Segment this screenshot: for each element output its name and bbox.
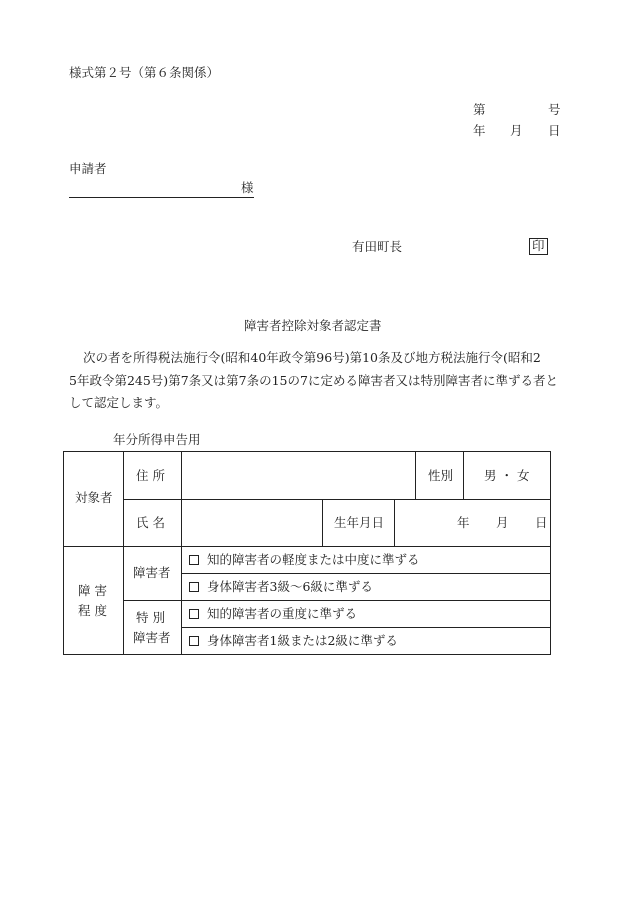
year-usage-label: 年分所得申告用: [113, 432, 201, 447]
body-line-3: して認定します。: [69, 395, 169, 410]
checkbox-physical-grade-3-6[interactable]: [189, 582, 199, 592]
option-severe-intellectual: 知的障害者の重度に準ずる: [207, 606, 358, 621]
name-label: 氏 名: [136, 515, 165, 530]
degree-label-line1: 障 害: [78, 583, 107, 598]
subject-header: 対象者: [75, 490, 113, 505]
body-line-1: 次の者を所得税法施行令(昭和40年政令第96号)第10条及び地方税法施行令(昭和2: [83, 350, 541, 365]
option-mild-intellectual: 知的障害者の軽度または中度に準ずる: [207, 552, 420, 567]
doc-number-dai: 第: [473, 102, 486, 117]
date-hi: 日: [548, 123, 561, 138]
gender-value: 男 ・ 女: [484, 468, 530, 483]
date-nen: 年: [473, 123, 486, 138]
option-physical-grade-3-6: 身体障害者3級～6級に準ずる: [207, 579, 373, 594]
doc-number-go: 号: [548, 102, 561, 117]
issuer-name: 有田町長: [352, 239, 403, 254]
option-physical-grade-1-2: 身体障害者1級または2級に準ずる: [207, 633, 398, 648]
gender-label: 性別: [428, 468, 454, 483]
birth-hi: 日: [535, 515, 548, 530]
applicant-sama: 様: [241, 180, 254, 195]
degree-label-line2: 程 度: [78, 603, 107, 618]
special-label-line1: 特 別: [136, 610, 165, 625]
body-line-2: 5年政令第245号)第7条又は第7条の15の7に定める障害者又は特別障害者に準ずる者と: [69, 373, 558, 388]
checkbox-severe-intellectual[interactable]: [189, 609, 199, 619]
birth-nen: 年: [457, 515, 470, 530]
special-label-line2: 障害者: [133, 630, 171, 645]
address-label: 住 所: [136, 468, 165, 483]
form-label: 様式第２号（第６条関係）: [69, 65, 220, 80]
checkbox-mild-intellectual[interactable]: [189, 555, 199, 565]
disabled-label: 障害者: [133, 565, 171, 580]
document-title: 障害者控除対象者認定書: [244, 318, 382, 333]
date-tsuki: 月: [510, 123, 523, 138]
checkbox-physical-grade-1-2[interactable]: [189, 636, 199, 646]
birth-tsuki: 月: [496, 515, 509, 530]
seal-stamp: 印: [529, 238, 548, 255]
applicant-label: 申請者: [69, 161, 107, 176]
birthdate-label: 生年月日: [334, 515, 385, 530]
